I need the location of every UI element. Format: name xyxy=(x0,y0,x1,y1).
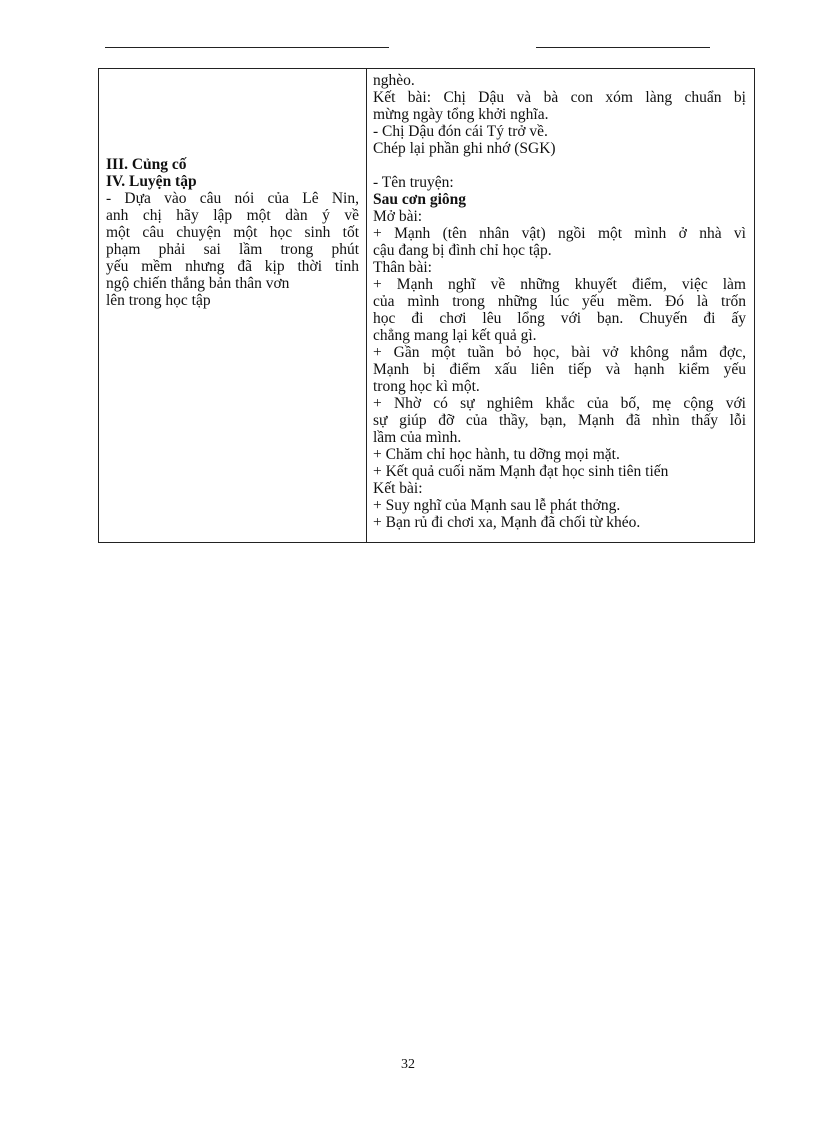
right_column-line: - Chị Dậu đón cái Tý trở về. xyxy=(373,123,548,140)
right_column-line: Thân bài: xyxy=(373,259,432,276)
left_column-line: yếu mềm nhưng đã kịp thời tỉnh xyxy=(106,258,359,275)
left_column-line: một câu chuyện một học sinh tốt xyxy=(106,224,359,241)
right_column-line: + Mạnh (tên nhân vật) ngồi một mình ở nhà vì xyxy=(373,225,746,242)
right_column-line xyxy=(373,157,746,174)
right_column-line: chẳng mang lại kết quả gì. xyxy=(373,327,537,344)
left_column-line: ngộ chiến thắng bản thân vơn xyxy=(106,275,290,292)
table-cell-right xyxy=(367,69,754,542)
right_column-line: mừng ngày tổng khởi nghĩa. xyxy=(373,106,549,123)
left-cell-text xyxy=(106,156,359,309)
header-rule-left xyxy=(105,47,389,48)
right_column-line: sự giúp đỡ của thầy, bạn, Mạnh đã nhìn thấy lỗi xyxy=(373,412,746,429)
right_column-line: học đi chơi lêu lổng với bạn. Chuyến đi ấy xyxy=(373,310,746,327)
lesson-table xyxy=(98,68,755,543)
left_column-line: phạm phải sai lầm trong phút xyxy=(106,241,359,258)
right_column-line: - Tên truyện: xyxy=(373,174,454,191)
right_column-line: + Mạnh nghĩ về những khuyết điểm, việc làm xyxy=(373,276,746,293)
right_column-line: + Suy nghĩ của Mạnh sau lễ phát thởng. xyxy=(373,497,621,514)
right_column-line: + Gần một tuần bỏ học, bài vở không nắm đợc, xyxy=(373,344,746,361)
right_column-line: Kết bài: xyxy=(373,480,423,497)
left_column-line: anh chị hãy lập một dàn ý về xyxy=(106,207,359,224)
page-number: 32 xyxy=(401,1057,415,1072)
right_column-line: + Chăm chỉ học hành, tu dỡng mọi mặt. xyxy=(373,446,620,463)
right_column-line: Kết bài: Chị Dậu và bà con xóm làng chuẩn bị xyxy=(373,89,746,106)
right_column-line: + Nhờ có sự nghiêm khắc của bố, mẹ cộng với xyxy=(373,395,746,412)
right_column-line: + Kết quả cuối năm Mạnh đạt học sinh tiên tiến xyxy=(373,463,669,480)
right_column-line: nghèo. xyxy=(373,72,415,89)
table-cell-left xyxy=(99,69,367,542)
right_column-line: Mạnh bị điểm xấu liên tiếp và hạnh kiểm yếu xyxy=(373,361,746,378)
left_column-line: lên trong học tập xyxy=(106,292,211,309)
right_column-line: trong học kì một. xyxy=(373,378,480,395)
left_column-line: IV. Luyện tập xyxy=(106,173,197,190)
right_column-line: Chép lại phần ghi nhớ (SGK) xyxy=(373,140,556,157)
right_column-line: Sau cơn giông xyxy=(373,191,466,208)
header-rule-right xyxy=(536,47,710,48)
right_column-line: cậu đang bị đình chỉ học tập. xyxy=(373,242,552,259)
right_column-line: + Bạn rủ đi chơi xa, Mạnh đã chối từ khéo. xyxy=(373,514,641,531)
right_column-line: Mở bài: xyxy=(373,208,423,225)
left_column-line: - Dựa vào câu nói của Lê Nin, xyxy=(106,190,359,207)
right_column-line: lầm của mình. xyxy=(373,429,462,446)
right_column-line: của mình trong những lúc yếu mềm. Đó là trốn xyxy=(373,293,746,310)
left_column-line: III. Củng cố xyxy=(106,156,187,173)
right-cell-text xyxy=(373,69,746,531)
